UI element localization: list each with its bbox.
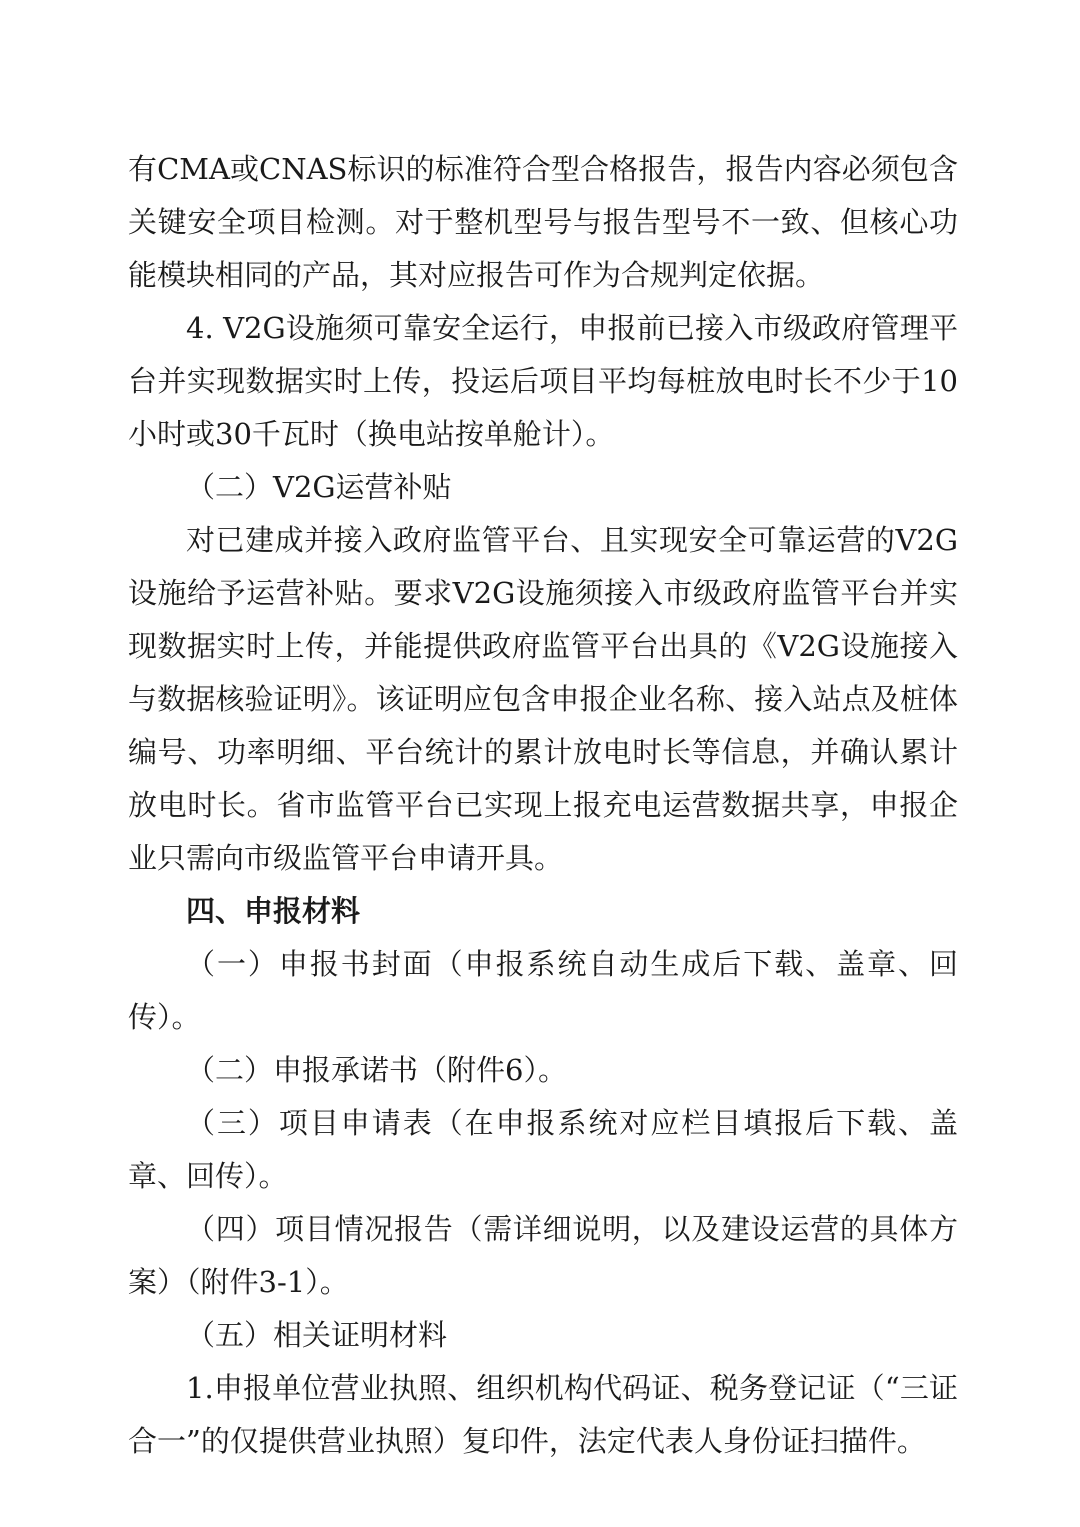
- list-item-cover: （一）申报书封面（申报系统自动生成后下载、盖章、回传）。: [128, 947, 958, 1034]
- list-item-proof-materials: （五）相关证明材料: [186, 1318, 448, 1352]
- list-item-project-report: （四）项目情况报告（需详细说明，以及建设运营的具体方案）（附件3-1）。: [128, 1212, 958, 1299]
- subheading-v2g-subsidy: （二）V2G运营补贴: [186, 470, 452, 504]
- paragraph-product-report: 有CMA或CNAS标识的标准符合型合格报告，报告内容必须包含关键安全项目检测。对于整机型号与报告型号不一致、但核心功能模块相同的产品，其对应报告可作为合规判定依据。: [128, 152, 958, 292]
- document-body: [128, 143, 958, 1468]
- paragraph-v2g-operation-requirement: 4. V2G设施须可靠安全运行，申报前已接入市级政府管理平台并实现数据实时上传，投运后项目平均每桩放电时长不少于10小时或30千瓦时（换电站按单舱计）。: [128, 311, 958, 451]
- paragraph-v2g-subsidy: 对已建成并接入政府监管平台、且实现安全可靠运营的V2G设施给予运营补贴。要求V2G设施须接入市级政府监管平台并实现数据实时上传，并能提供政府监管平台出具的《V2G设施接入与数据核验证明》。该证明应包含申报企业名称、接入站点及桩体编号、功率明细、平台统计的累计放电时长等信息，并确认累计放电时长。省市监管平台已实现上报充电运营数据共享，申报企业只需向市级监管平台申请开具。: [128, 523, 958, 875]
- list-item-application-form: （三）项目申请表（在申报系统对应栏目填报后下载、盖章、回传）。: [128, 1106, 958, 1193]
- section-heading-materials: 四、申报材料: [186, 894, 361, 928]
- list-item-commitment: （二）申报承诺书（附件6）。: [186, 1053, 567, 1087]
- paragraph-business-license: 1.申报单位营业执照、组织机构代码证、税务登记证（“三证合一”的仅提供营业执照）复印件，法定代表人身份证扫描件。: [128, 1371, 958, 1458]
